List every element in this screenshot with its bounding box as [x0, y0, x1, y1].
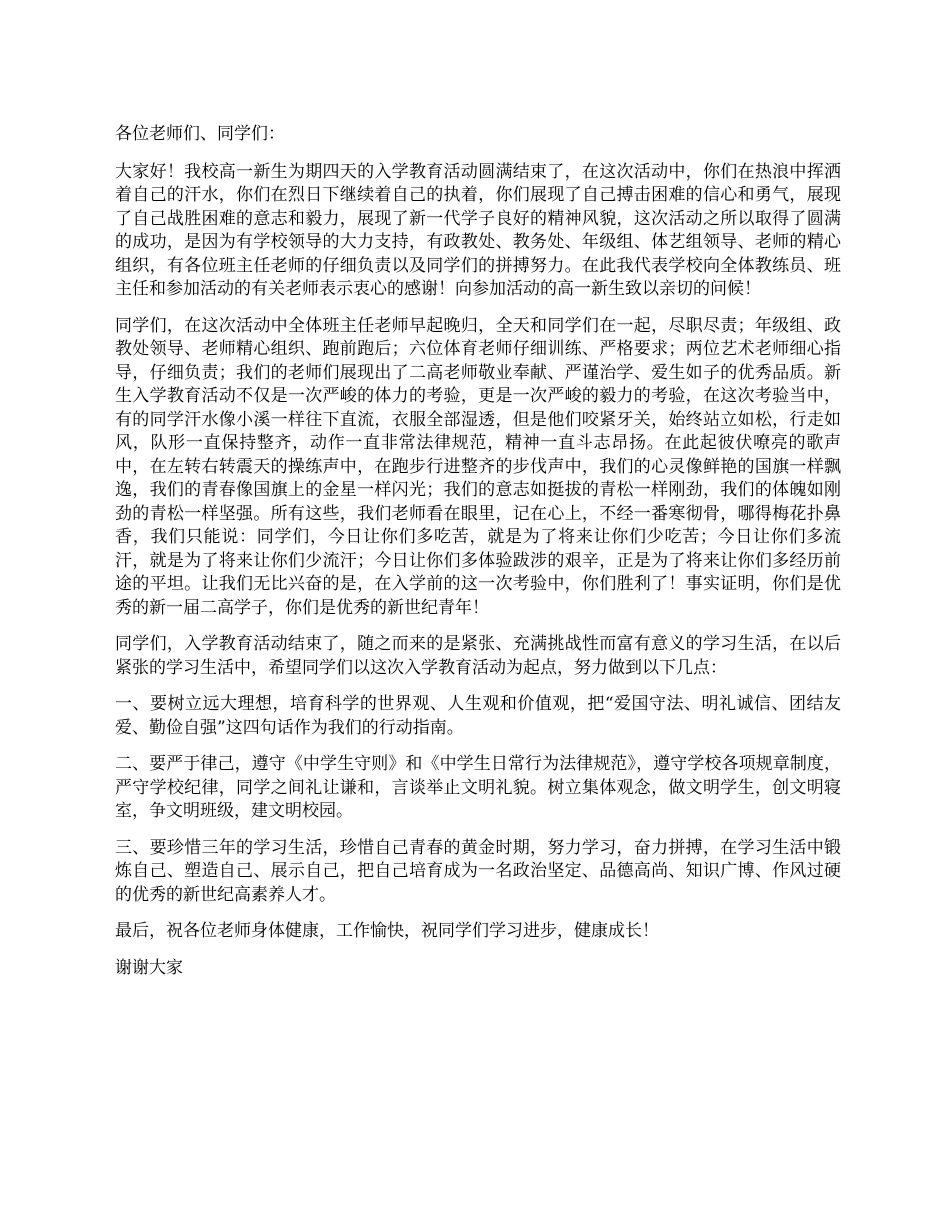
- greeting: 各位老师们、同学们：: [115, 124, 285, 144]
- paragraph-point-two: 二、要严于律己，遵守《中学生守则》和《中学生日常行为法律规范》，遵守学校各项规章制度，严守学校纪律，同学之间礼让谦和，言谈举止文明礼貌。树立集体观念，做文明学生，创文明寝室，争文明班级，建文明校园。: [115, 754, 841, 821]
- closing-thanks: 谢谢大家: [115, 957, 183, 978]
- paragraph-point-three: 三、要珍惜三年的学习生活，珍惜自己青春的黄金时期，努力学习，奋力拼搏，在学习生活中锻炼自己、塑造自己、展示自己，把自己培育成为一名政治坚定、品德高尚、知识广博、作风过硬的优秀的新世纪高素养人才。: [115, 837, 841, 905]
- paragraph-teachers: 同学们，在这次活动中全体班主任老师早起晚归，全天和同学们在一起，尽职尽责；年级组、政教处领导、老师精心组织、跑前跑后；六位体育老师仔细训练、严格要求；两位艺术老师细心指导，仔细负责；我们的老师们展现出了二高老师敬业奉献、严谨治学、爱生如子的优秀品质。新生入学教育活动不仅是一次严峻的体力的考验，更是一次严峻的毅力的考验，在这次考验当中，有的同学汗水像小溪一样往下直流，衣服全部湿透，但是他们咬紧牙关，始终站立如松，行走如风，队形一直保持整齐，动作一直非常法律规范，精神一直斗志昂扬。在此起彼伏嘹亮的歌声中，在左转右转震天的操练声中，在跑步行进整齐的步伐声中，我们的心灵像鲜艳的国旗一样飘逸，我们的青春像国旗上的金星一样闪光；我们的意志如挺拔的青松一样刚劲，我们的体魄如刚劲的青松一样坚强。所有这些，我们老师看在眼里，记在心上，不经一番寒彻骨，哪得梅花扑鼻香，我们只能说：同学们，今日让你们多吃苦，就是为了将来让你们少吃苦；今日让你们多流汗，就是为了将来让你们少流汗；今日让你们多体验跋涉的艰辛，正是为了将来让你们多经历前途的平坦。让我们无比兴奋的是，在入学前的这一次考验中，你们胜利了！事实证明，你们是优秀的新一届二高学子，你们是优秀的新世纪青年！: [115, 315, 841, 618]
- document-page: [115, 123, 841, 993]
- paragraph-transition: 同学们，入学教育活动结束了，随之而来的是紧张、充满挑战性而富有意义的学习生活，在以后紧张的学习生活中，希望同学们以这次入学教育活动为起点，努力做到以下几点：: [115, 634, 841, 678]
- paragraph-intro: 大家好！我校高一新生为期四天的入学教育活动圆满结束了，在这次活动中，你们在热浪中挥洒着自己的汗水，你们在烈日下继续着自己的执着，你们展现了自己搏击困难的信心和勇气，展现了自己战胜困难的意志和毅力，展现了新一代学子良好的精神风貌，这次活动之所以取得了圆满的成功，是因为有学校领导的大力支持，有政教处、教务处、年级组、体艺组领导、老师的精心组织，有各位班主任老师的仔细负责以及同学们的拼搏努力。在此我代表学校向全体教练员、班主任和参加活动的有关老师表示衷心的感谢！向参加活动的高一新生致以亲切的问候！: [115, 161, 841, 299]
- paragraph-wishes: 最后，祝各位老师身体健康，工作愉快，祝同学们学习进步，健康成长！: [115, 921, 659, 941]
- paragraph-point-one: 一、要树立远大理想，培育科学的世界观、人生观和价值观，把“爱国守法、明礼诚信、团结友爱、勤俭自强”这四句话作为我们的行动指南。: [115, 694, 841, 738]
